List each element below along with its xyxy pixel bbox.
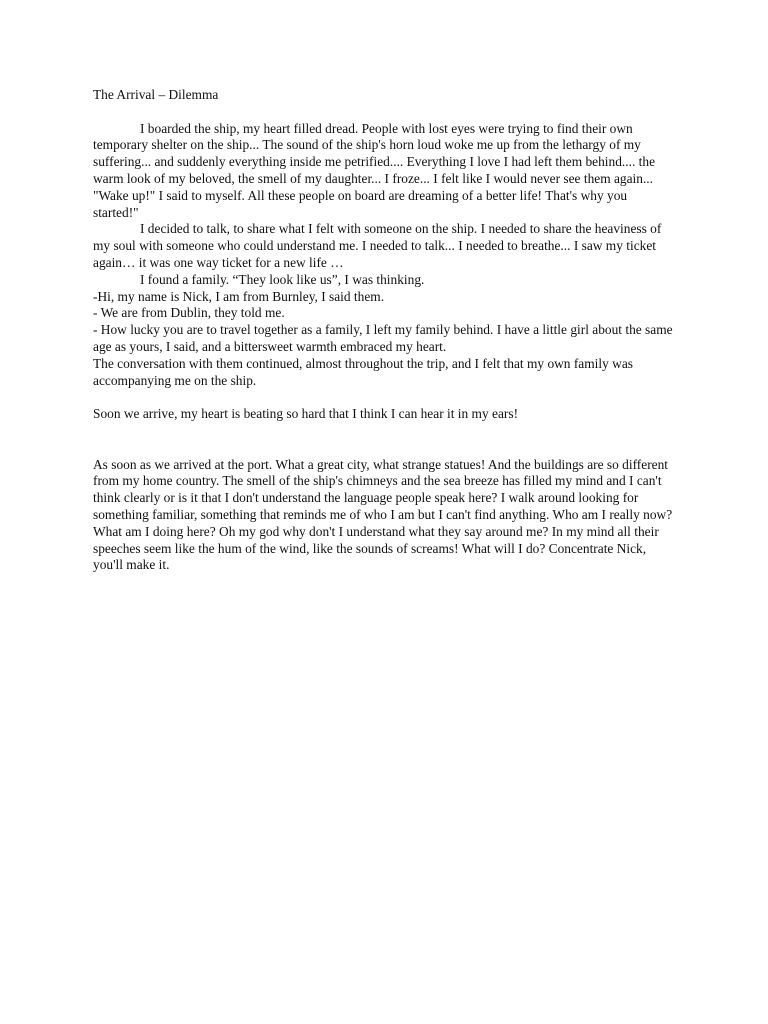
paragraph-conversation: The conversation with them continued, almost throughout the trip, and I felt that my own family was accompanying me on the ship.	[93, 355, 633, 388]
document-page	[93, 87, 675, 574]
dialogue-line-dublin: - We are from Dublin, they told me.	[93, 305, 285, 321]
paragraph-wake-up: "Wake up!" I said to myself. All these people on board are dreaming of a better life! That's why you started!"	[93, 187, 628, 220]
paragraph-soon-arrive: Soon we arrive, my heart is beating so hard that I think I can hear it in my ears!	[93, 406, 519, 422]
paragraph-found-family: I found a family. “They look like us”, I was thinking.	[140, 271, 425, 287]
dialogue-line-nick: -Hi, my name is Nick, I am from Burnley, I said them.	[93, 288, 385, 304]
paragraph-decided-to-talk: I decided to talk, to share what I felt with someone on the ship. I needed to share the heaviness of my soul with someone who could understand me. I needed to talk... I needed to breathe... I saw my ticket again… it was one way ticket for a new life …	[93, 221, 662, 270]
paragraph-port-arrival: As soon as we arrived at the port. What a great city, what strange statues! And the buildings are so different from my home country. The smell of the ship's chimneys and the sea breeze has filled my mind and I can't think clearly or is it that I don't understand the language people speak here? I walk around looking for something familiar, something that reminds me of who I am but I can't find anything. Who am I really now? What am I doing here? Oh my god why don't I understand what they say around me? In my mind all their speeches seem like the hum of the wind, like the sounds of screams! What will I do? Concentrate Nick, you'll make it.	[93, 456, 673, 573]
dialogue-line-lucky: - How lucky you are to travel together as a family, I left my family behind. I have a little girl about the same age as yours, I said, and a bittersweet warmth embraced my heart.	[93, 322, 673, 354]
paragraph-boarding: I boarded the ship, my heart filled dread. People with lost eyes were trying to find their own temporary shelter on the ship... The sound of the ship's horn loud woke me up from the lethargy of my suffering... and suddenly everything inside me petrified.... Everything I love I had left them behind.... the warm look of my beloved, the smell of my daughter... I froze... I felt like I would never see them again...	[93, 120, 656, 186]
document-title: The Arrival – Dilemma	[93, 87, 219, 102]
